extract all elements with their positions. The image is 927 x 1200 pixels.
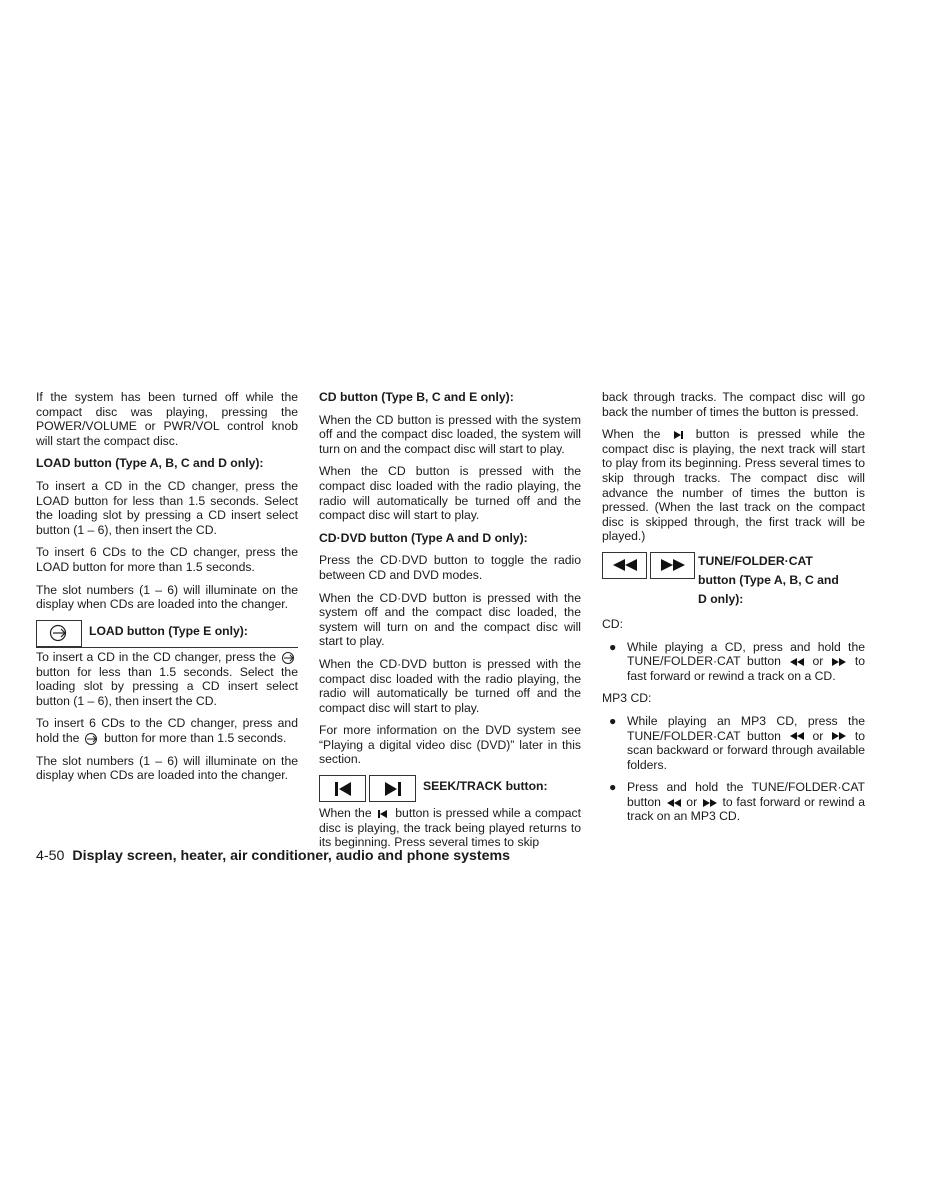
cd-list: [602, 640, 865, 684]
paragraph: When the CD·DVD button is pressed with the compact disc loaded with the radio playing, the radio will automatically be turned off and the compact disc will start to play.: [319, 656, 581, 715]
rewind-button-box: [602, 552, 647, 579]
paragraph: The slot numbers (1 – 6) will illuminate on the display when CDs are loaded into the changer.: [36, 582, 298, 612]
paragraph: Press the CD·DVD button to toggle the radio between CD and DVD modes.: [319, 553, 581, 582]
paragraph: For more information on the DVD system see “Playing a digital video disc (DVD)” later in this section.: [319, 723, 581, 767]
text: to fast forward or rewind a track on a CD.: [627, 654, 866, 683]
paragraph: The slot numbers (1 – 6) will illuminate on the display when CDs are loaded into the changer.: [36, 753, 298, 783]
heading-seek-track: SEEK/TRACK button:: [423, 779, 548, 794]
text: to fast forward or rewind a track on an MP3 CD.: [627, 794, 865, 824]
paragraph: To insert a CD in the CD changer, press the LOAD button for less than 1.5 seconds. Select the loading slot by pressing a CD insert select button (1 – 6), then insert the CD.: [36, 478, 298, 537]
paragraph: [36, 716, 298, 745]
text: To insert 6 CDs to the CD changer, press and hold the: [36, 716, 298, 745]
fast-forward-icon: [658, 557, 688, 573]
paragraph: When the CD button is pressed with the compact disc loaded with the radio playing, the radio will automatically be turned off and the compact disc will start to play.: [319, 464, 581, 523]
column-3: [602, 390, 865, 832]
text: button for more than 1.5 seconds.: [104, 730, 287, 745]
heading-load-e: LOAD button (Type E only):: [89, 623, 248, 638]
seek-back-icon: [375, 808, 391, 820]
track-forward-icon: [670, 429, 686, 441]
page-number: 4-50: [36, 848, 65, 864]
mp3-cd-label: MP3 CD:: [602, 691, 652, 706]
track-forward-icon: [382, 780, 404, 798]
rewind-icon: [788, 657, 806, 667]
paragraph: To insert 6 CDs to the CD changer, press the LOAD button for more than 1.5 seconds.: [36, 545, 298, 574]
paragraph: [319, 806, 581, 850]
load-icon: [46, 623, 72, 643]
page-footer: [36, 848, 510, 864]
fast-forward-icon: [830, 731, 848, 741]
fast-forward-icon: [830, 657, 848, 667]
seek-back-icon: [332, 780, 354, 798]
column-2: [319, 390, 581, 858]
paragraph: When the CD·DVD button is pressed with the system off and the compact disc loaded, the system will turn on and the compact disc will start to play.: [319, 590, 581, 649]
list-item: [602, 780, 865, 824]
tune-heading-row: [602, 552, 865, 609]
paragraph: When the CD button is pressed with the system off and the compact disc loaded, the system will turn on and the compact disc will start to play.: [319, 412, 581, 456]
text: To insert a CD in the CD changer, press the: [36, 649, 277, 664]
seek-heading-row: [319, 775, 581, 802]
heading-load-button: LOAD button (Type A, B, C and D only):: [36, 456, 264, 471]
divider: [36, 647, 298, 648]
text: button for less than 1.5 seconds. Select the loading slot by pressing a CD insert select button (1 – 6), then insert the CD.: [36, 664, 298, 708]
bullet: ●: [609, 639, 617, 654]
text: When the: [319, 806, 372, 821]
seek-back-button-box: [319, 775, 366, 802]
fast-forward-icon: [701, 798, 719, 808]
text: When the: [602, 427, 661, 442]
paragraph: [602, 427, 865, 544]
column-1: [36, 390, 298, 791]
cd-label: CD:: [602, 616, 623, 631]
load-icon: [280, 651, 298, 665]
rewind-icon: [788, 731, 806, 741]
list-item: [602, 640, 865, 684]
section-title: Display screen, heater, air conditioner, audio and phone systems: [72, 848, 510, 864]
paragraph: If the system has been turned off while the compact disc was playing, pressing the POWER/VOLUME or PWR/VOL control knob will start the compact disc.: [36, 390, 298, 448]
list-item: [602, 714, 865, 772]
text: to scan backward or forward through available folders.: [627, 728, 866, 772]
text: While playing an MP3 CD, press the TUNE/FOLDER·CAT button: [627, 713, 865, 743]
text: or: [686, 794, 698, 809]
heading-cd-dvd-button: CD·DVD button (Type A and D only):: [319, 530, 528, 545]
load-button-box: [36, 620, 82, 647]
text: or: [812, 728, 824, 743]
heading-tune-folder-cat: TUNE/FOLDER·CAT button (Type A, B, C and D only):: [698, 553, 839, 606]
mp3-list: [602, 714, 865, 824]
paragraph: back through tracks. The compact disc will go back the number of times the button is pressed.: [602, 390, 865, 419]
fast-forward-button-box: [650, 552, 695, 579]
paragraph: [36, 650, 298, 709]
text: or: [812, 654, 824, 669]
text: Press and hold the TUNE/FOLDER·CAT button: [627, 780, 865, 809]
rewind-icon: [610, 557, 640, 573]
track-forward-button-box: [369, 775, 416, 802]
load-icon: [83, 732, 101, 746]
text: button is pressed while a compact disc is playing, the track being played returns to its beginning. Press several times to skip: [319, 806, 582, 850]
text: While playing a CD, press and hold the TUNE/FOLDER·CAT button: [627, 639, 865, 669]
bullet: ●: [609, 713, 617, 728]
rewind-icon: [665, 798, 683, 808]
load-e-heading-row: [36, 620, 298, 647]
bullet: ●: [609, 780, 617, 795]
text: button is pressed while the compact disc is playing, the next track will start to play from its beginning. Press several times to skip through tracks. The compact disc will advance the number of times the button is pressed. (When the last track on the compact disc is skipped through, the first track will be played.): [602, 427, 865, 544]
heading-cd-button: CD button (Type B, C and E only):: [319, 390, 514, 404]
